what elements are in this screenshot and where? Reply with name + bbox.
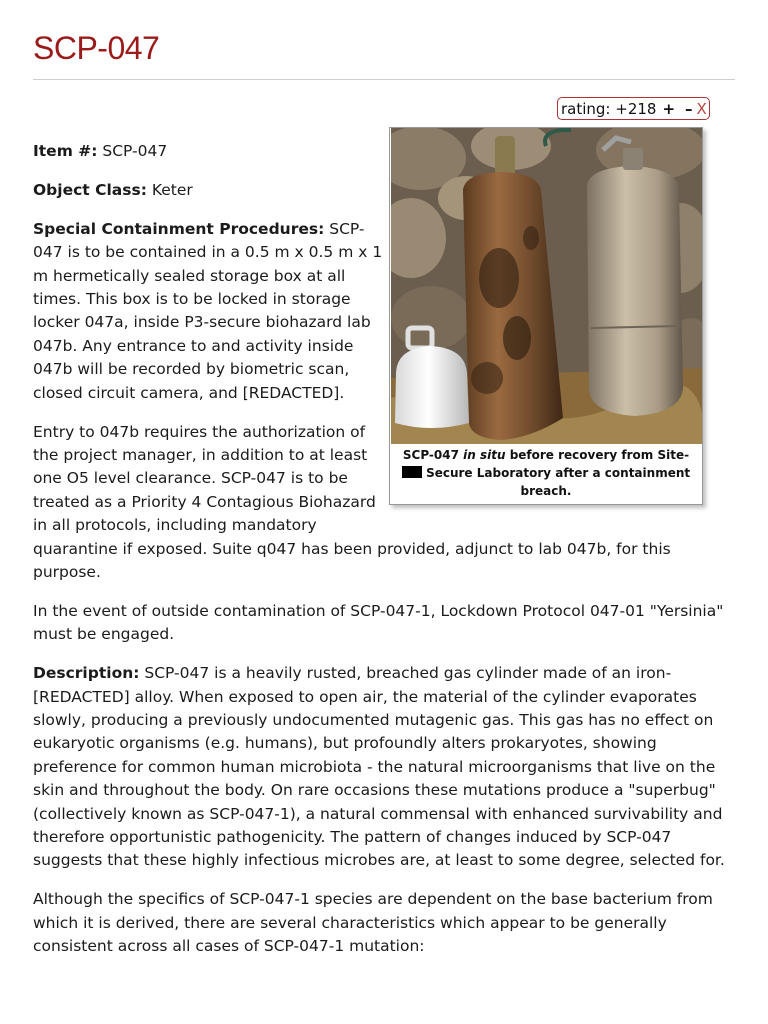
page-title: SCP-047: [33, 30, 160, 66]
description-label: Description:: [33, 664, 140, 683]
description-paragraph: [33, 662, 735, 873]
containment-label: Special Containment Procedures:: [33, 219, 325, 238]
item-label: Item #:: [33, 142, 98, 160]
outside-contamination-paragraph: In the event of outside contamination of SCP-047-1, Lockdown Protocol 047-01 "Yersinia" must be engaged.: [33, 601, 724, 644]
cancel-vote-button[interactable]: X: [696, 99, 707, 118]
title-divider: [33, 79, 735, 80]
description-text: SCP-047 is a heavily rusted, breached gas cylinder made of an iron-[REDACTED] alloy. When exposed to open air, the material of the cylinder evaporates slowly, producing a previously undocumented mutagenic gas. This gas has no effect on eukaryotic organisms (e.g. humans), but profoundly alters prokaryotes, showing preference for common human microbiota - the natural microorganisms that live on the skin and throughout the body. On rare occasions these mutations produce a "superbug" (collectively known as SCP-047-1), a natural commensal with enhanced survivability and therefore opportunistic pathogenicity. The pattern of changes induced by SCP-047 suggests that these highly infectious microbes are, at least to some degree, selected for.: [33, 664, 725, 870]
rate-up-button[interactable]: +: [662, 99, 676, 118]
caption-emphasis: in situ: [463, 448, 506, 462]
containment-text: SCP-047 is to be contained in a 0.5 m x 0.5 m x 1 m hermetically sealed storage box at all times. This box is to be locked in storage locker 047a, inside P3-secure biohazard lab 047b. Any entrance to and activity inside 047b will be recorded by biometric scan, closed circuit camera, and [REDACTED].: [33, 219, 383, 402]
object-class-label: Object Class:: [33, 180, 147, 199]
caption-part1: SCP-047: [402, 448, 464, 462]
article-body: [33, 140, 735, 974]
image-float-spacer: [387, 140, 735, 522]
rate-down-button[interactable]: –: [685, 99, 693, 118]
characteristics-intro-paragraph: Although the specifics of SCP-047-1 species are dependent on the base bacterium from which it is derived, there are several characteristics which appear to be generally consistent across all cases of SCP-047-1 mutation:: [33, 890, 713, 956]
object-class-value: Keter: [146, 180, 193, 199]
rating-widget: [557, 97, 710, 120]
caption-part2: before recovery from Site-: [505, 448, 690, 462]
entry-paragraph: Entry to 047b requires the authorization of the project manager, in addition to at least one O5 level clearance. SCP-047 is to be treated as a Priority 4 Contagious Biohazard in all protocols, including mandatory quarantine if exposed. Suite q047 has been provided, adjunct to lab 047b, for this purpose.: [33, 422, 671, 581]
caption-part3: Secure Laboratory after a containment breach.: [421, 466, 691, 498]
item-value: SCP-047: [97, 142, 168, 160]
rating-value: rating: +218: [561, 99, 657, 118]
